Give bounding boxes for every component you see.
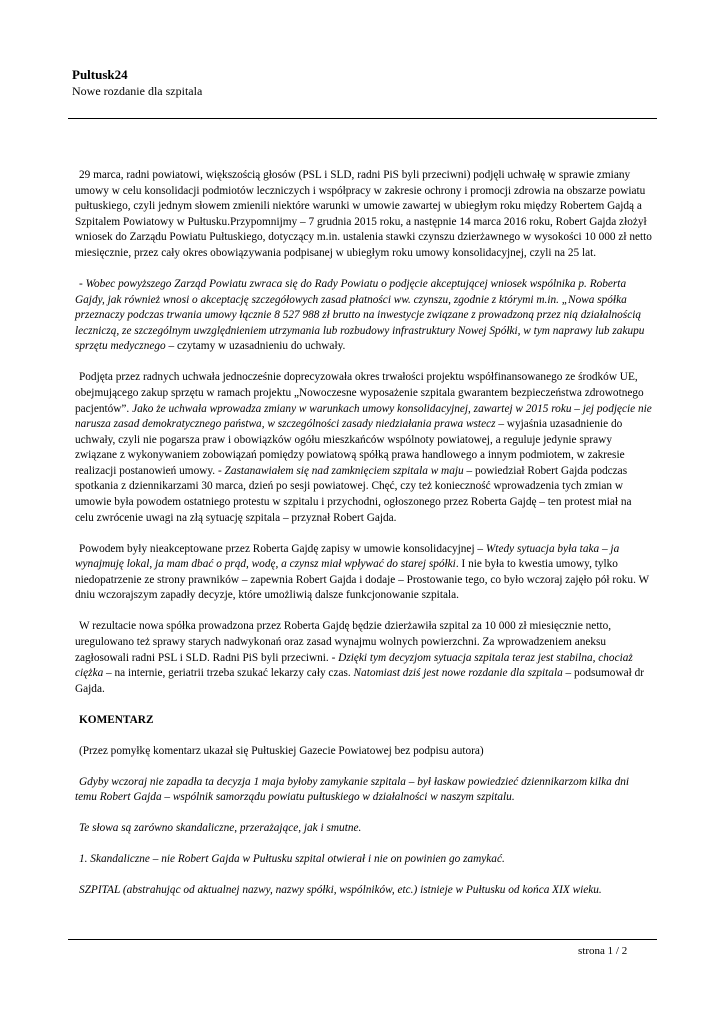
quote-text: Wtedy sytuacja była taka – ja wynajmuję lokal, ja mam dbać o prąd, wodę, a czynsz miał wpływać do starej spółki bbox=[75, 542, 620, 571]
header-divider bbox=[68, 118, 657, 119]
paragraph-text: . I nie była to kwestia umowy, tylko niedopatrzenie ze strony prawników – zapewnia Robert Gajda i dodaje – Prostowanie tego, co było wczoraj zajęło pół roku. W dniu wczorajszym zapadły decyzje, które umożliwią dalsze funkcjonowanie szpitala. bbox=[75, 558, 649, 602]
paragraph-2 bbox=[75, 277, 653, 355]
paragraph-1 bbox=[75, 168, 653, 262]
article-title: Nowe rozdanie dla szpitala bbox=[72, 84, 203, 98]
comment-note: (Przez pomyłkę komentarz ukazał się Pułtuskiej Gazecie Powiatowej bez podpisu autora) bbox=[79, 744, 484, 757]
comment-paragraph-1 bbox=[75, 775, 653, 806]
paragraph-3 bbox=[75, 370, 653, 526]
paragraph-text: – czytamy w uzasadnieniu do uchwały. bbox=[165, 340, 346, 353]
paragraph-5 bbox=[75, 619, 653, 697]
paragraph-4 bbox=[75, 542, 653, 604]
comment-text: Gdyby wczoraj nie zapadła ta decyzja 1 maja byłoby zamykanie szpitala – był łaskaw powiedzieć dziennikarzom kilka dni temu Robert Gajda – wspólnik samorządu powiatu pułtuskiego w działalności w naszym szpitalu. bbox=[75, 775, 630, 804]
page-number: strona 1 / 2 bbox=[578, 945, 628, 957]
quote-text: Natomiast dziś jest nowe rozdanie dla szpitala bbox=[353, 667, 563, 680]
quote-text: - Wobec powyższego Zarząd Powiatu zwraca się do Rady Powiatu o podjęcie akceptującej wniosek wspólnika p. Roberta Gajdy, jak również wnosi o akceptację szczegółowych zasad płatności ww. czynszu, zgodnie z którymi m.in. „Nowa spółka przeznaczy podczas trwania umowy łącznie 8 527 988 zł brutto na inwestycje związane z prowadzoną przez nią działalnością leczniczą, ze szczególnym uwzględnieniem utrzymania lub rozbudowy infrastruktury Nowej Spółki, w tym naprawy lub zakupu sprzętu medycznego bbox=[75, 277, 645, 353]
quote-text: Dzięki tym decyzjom sytuacja szpitala teraz jest stabilna, chociaż ciężka bbox=[75, 651, 633, 680]
paragraph-text: W rezultacie nowa spółka prowadzona przez Roberta Gajdę będzie dzierżawiła szpital za 10 000 zł miesięcznie netto, uregulowano też sprawy starych nadwykonań oraz zasad wynajmu wolnych powierzchni. Za wprowadzeniem aneksu zagłosowali radni PSL i SLD. Radni PiS byli przeciwni. - bbox=[75, 620, 612, 664]
article-body bbox=[75, 168, 653, 914]
paragraph-text: – podsumował dr Gajda. bbox=[75, 667, 645, 695]
comment-paragraph-3 bbox=[75, 852, 653, 868]
paragraph-text: – na internie, geriatrii trzeba szukać lekarzy cały czas. bbox=[103, 667, 354, 680]
quote-text: - Zastanawiałem się nad zamknięciem szpitala w maju bbox=[217, 464, 464, 477]
paragraph-text: – wyjaśnia uzasadnienie do uchwały, czyli nie pogarsza praw i obowiązków ogółu mieszkańców wspólnoty powiatowej, a reguluje jedynie sprawy związane z wykonywaniem zobowiązań pomiędzy powiatową spółką prawa handlowego a innym podmiotem, w zakresie realizacji postanowień umowy. bbox=[75, 418, 625, 477]
paragraph-text: Podjęta przez radnych uchwała jednocześnie doprecyzowała okres trwałości projektu współfinansowanego ze środków UE, obejmującego zakup sprzętu w ramach projektu „Nowoczesne wyposażenie szpitala gwarantem bezpieczeństwa zdrowotnego pacjentów”. bbox=[75, 371, 644, 415]
comment-paragraph-2 bbox=[75, 821, 653, 837]
comment-heading: KOMENTARZ bbox=[79, 713, 154, 726]
quote-text: Jako że uchwała wprowadza zmiany w warunkach umowy konsolidacyjnej, zawartej w 2015 roku – jej podjęcie nie narusza zasad demokratycznego państwa, w szczególności zasady niedziałania prawa wstecz bbox=[75, 402, 652, 431]
site-title: Pultusk24 bbox=[72, 67, 128, 82]
comment-text: SZPITAL (abstrahując od aktualnej nazwy, nazwy spółki, wspólników, etc.) istnieje w Pułtusku od końca XIX wieku. bbox=[79, 884, 602, 897]
comment-text: 1. Skandaliczne – nie Robert Gajda w Pułtusku szpital otwierał i nie on powinien go zamykać. bbox=[79, 853, 505, 866]
footer-divider bbox=[68, 939, 657, 940]
paragraph-text: 29 marca, radni powiatowi, większością głosów (PSL i SLD, radni PiS byli przeciwni) podjęli uchwałę w sprawie zmiany umowy w celu konsolidacji podmiotów leczniczych i współpracy w zakresie ochrony i promocji zdrowia na obszarze powiatu pułtuskiego, czyli jednym słowem zmienili niektóre warunki w umowie zawartej w ubiegłym roku między Robertem Gajdą a Szpitalem Powiatowy w Pułtusku.Przypomnijmy – 7 grudnia 2015 roku, a następnie 14 marca 2016 roku, Robert Gajda złożył wniosek do Zarządu Powiatu Pułtuskiego, dotyczący m.in. ustalenia stawki czynszu dzierżawnego w wysokości 10 000 zł netto miesięcznie, przez cały okres obowiązywania podpisanej w ubiegłym roku umowy konsolidacyjnej, czyli na 25 lat. bbox=[75, 169, 652, 259]
comment-paragraph-4 bbox=[75, 883, 653, 899]
comment-text: Te słowa są zarówno skandaliczne, przerażające, jak i smutne. bbox=[79, 822, 362, 835]
paragraph-text: Powodem były nieakceptowane przez Roberta Gajdę zapisy w umowie konsolidacyjnej – bbox=[79, 542, 486, 555]
paragraph-text: – powiedział Robert Gajda podczas spotkania z dziennikarzami 30 marca, dzień po sesji powiatowej. Chęć, czy też konieczność wprowadzenia tych zmian w umowie była powodem ostatniego protestu w szpitalu i przychodni, ogłoszonego przez Roberta Gajdę – ten protest miał na celu zwrócenie uwagi na złą sytuację szpitala – przyznał Robert Gajda. bbox=[75, 464, 632, 524]
